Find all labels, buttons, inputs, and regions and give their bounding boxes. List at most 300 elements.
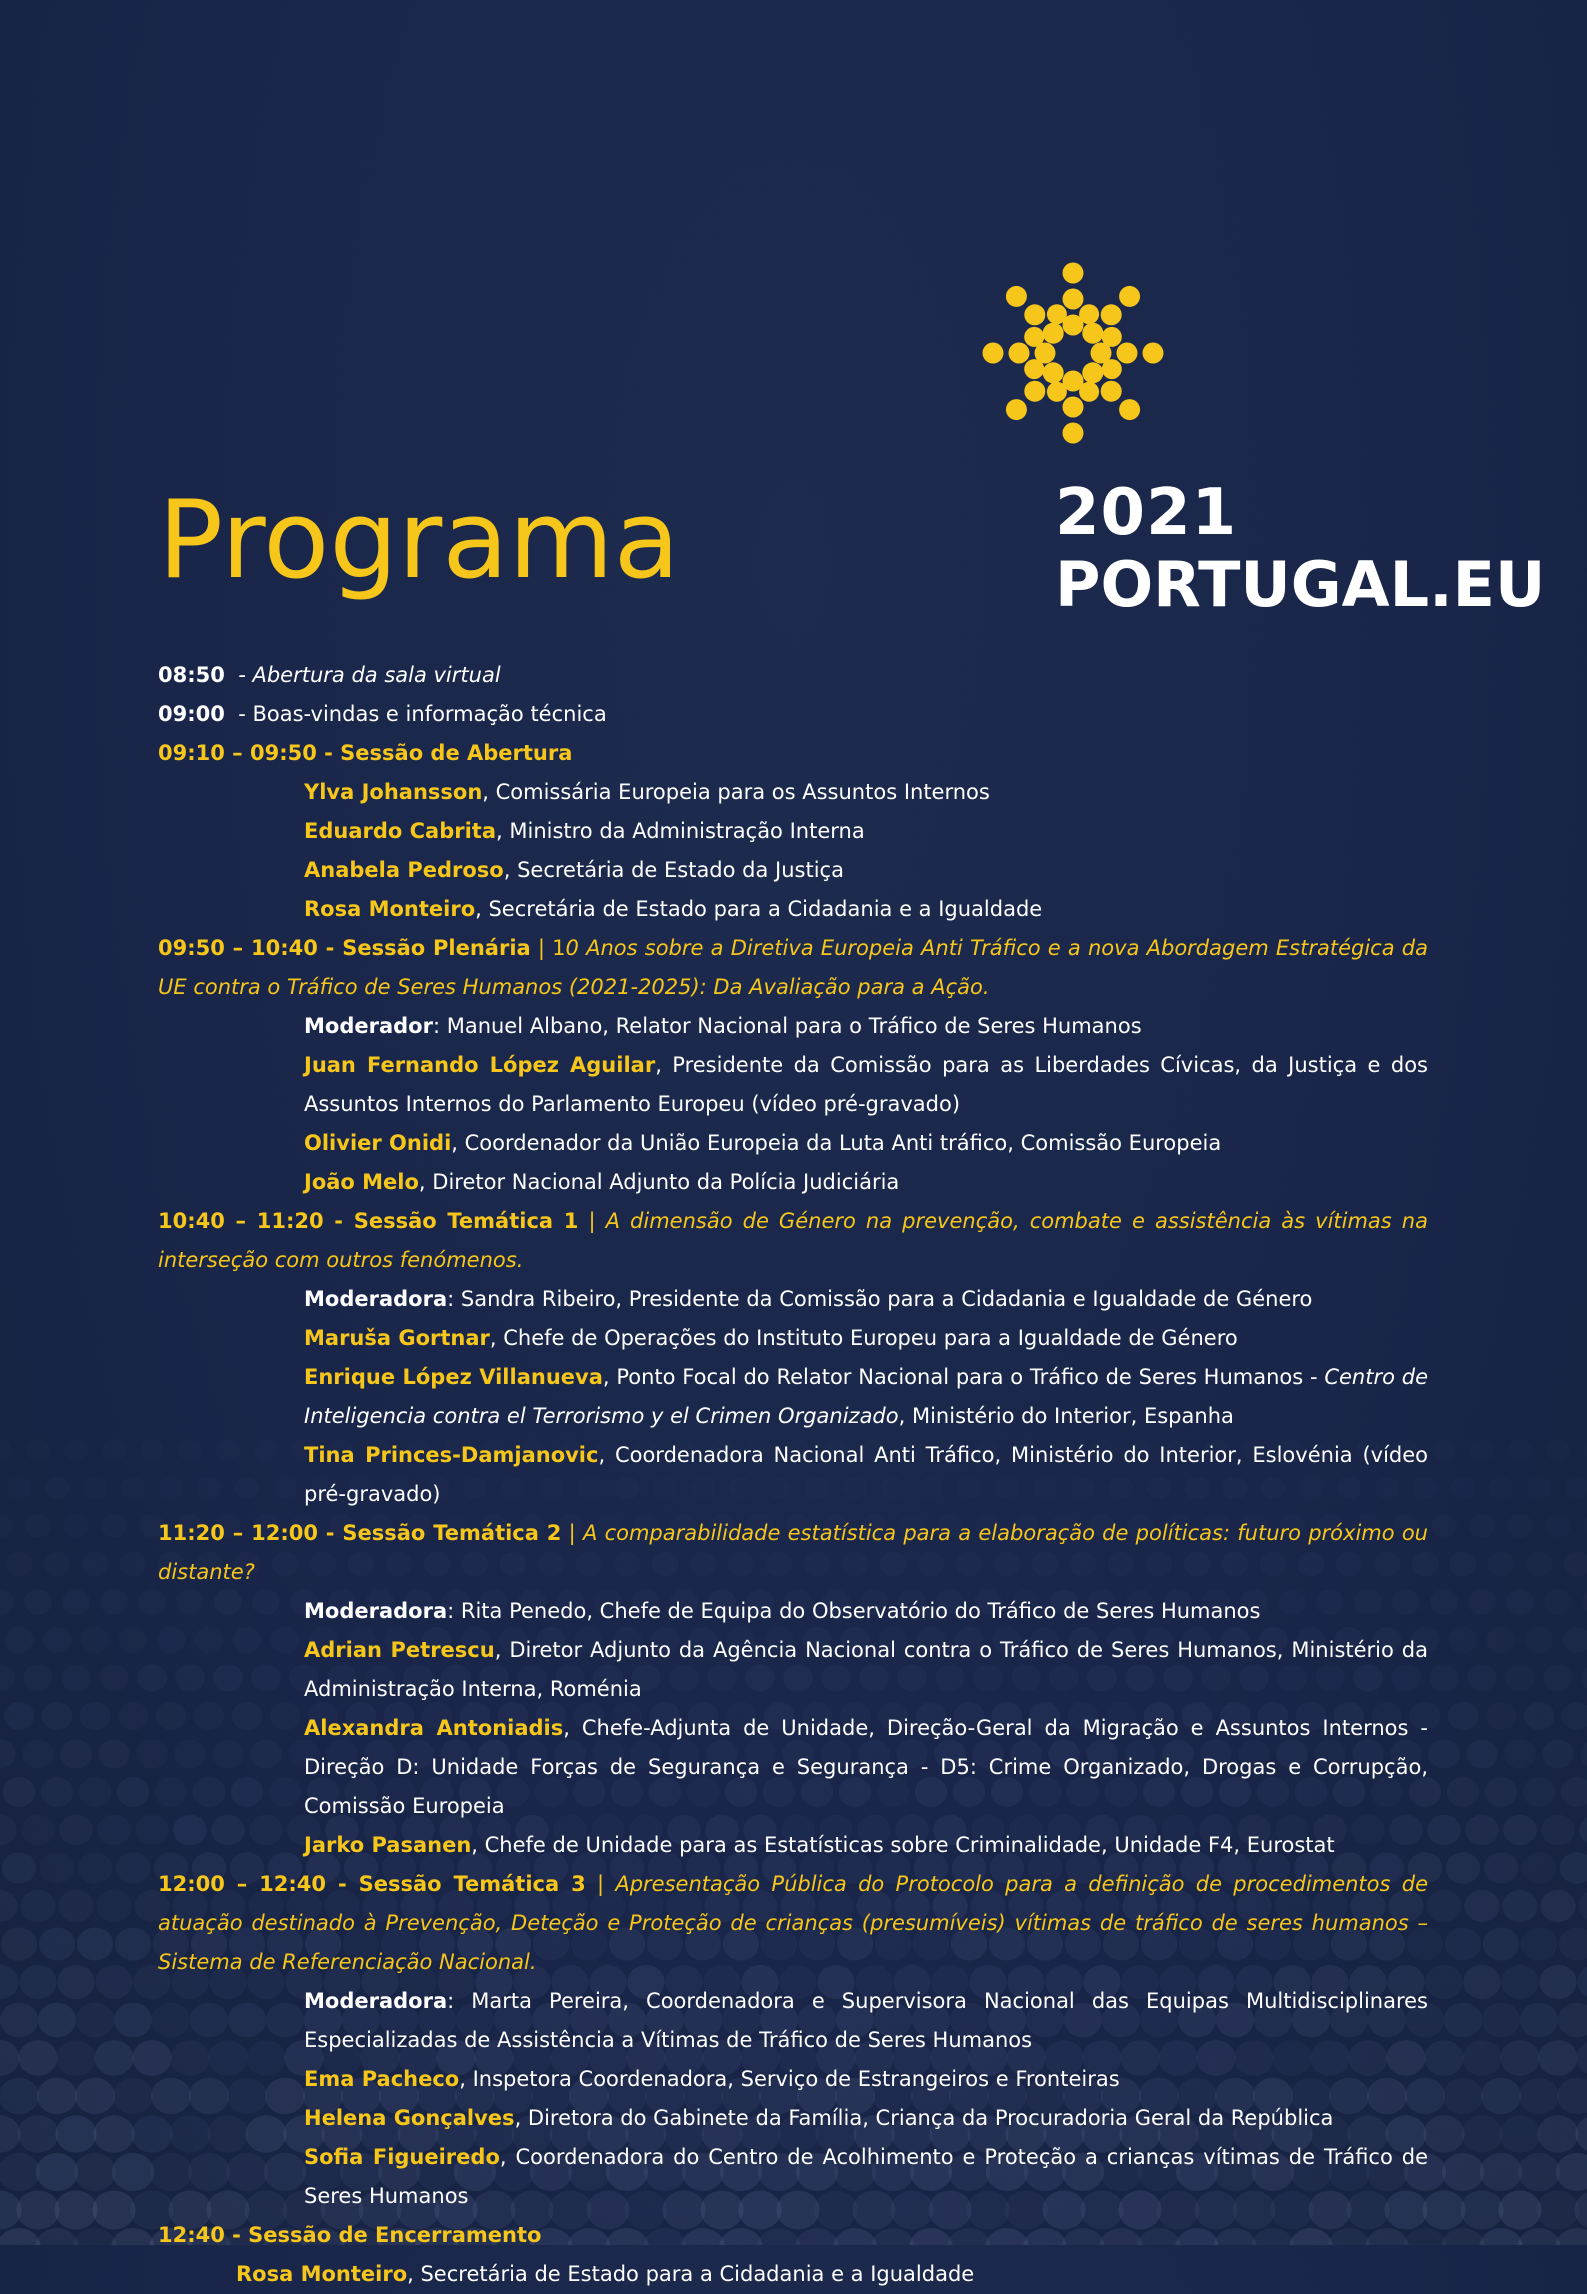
- speaker-name: Ema Pacheco: [304, 2067, 459, 2091]
- speaker-name: Alexandra Antoniadis: [304, 1716, 563, 1740]
- background-dot: [100, 1589, 128, 1614]
- background-dot: [98, 1740, 130, 1769]
- background-dot: [1523, 1777, 1556, 1807]
- background-dot: [25, 1514, 51, 1538]
- background-dot: [63, 1514, 89, 1538]
- background-dot: [1487, 1627, 1516, 1653]
- speaker: [158, 1436, 1428, 1514]
- background-dot: [5, 1627, 34, 1653]
- background-dot: [19, 1965, 56, 1999]
- background-dot: [1431, 1514, 1457, 1538]
- speaker-name: Enrique López Villanueva: [304, 1365, 603, 1389]
- logo-dot: [1024, 304, 1045, 325]
- background-dot: [24, 1589, 52, 1614]
- background-dot: [1541, 1815, 1575, 1846]
- background-dot: [1461, 2190, 1504, 2229]
- background-dot: [22, 1740, 54, 1769]
- speaker-role: , Coordenadora do Centro de Acolhimento e Proteção a crianças vítimas de Tráfico de Seres Humanos: [304, 2145, 1428, 2208]
- background-dot: [82, 1552, 109, 1577]
- page-title: Programa: [158, 476, 680, 606]
- background-dot: [1576, 2040, 1587, 2076]
- background-dot: [1518, 2153, 1560, 2191]
- logo-dot: [1117, 343, 1138, 364]
- background-dot: [1505, 1664, 1535, 1691]
- background-dot: [73, 2228, 117, 2245]
- background-dot: [0, 2003, 38, 2038]
- background-dot: [1519, 2078, 1559, 2115]
- background-dot: [99, 1664, 129, 1691]
- speaker-role: , Diretor Adjunto da Agência Nacional contra o Tráfico de Seres Humanos, Ministério da Administração Interna, Roménia: [304, 1638, 1428, 1701]
- background-dot: [0, 2228, 41, 2245]
- background-dot: [1485, 1777, 1518, 1807]
- background-dot: [1424, 2040, 1463, 2076]
- speaker-name: Maruša Gortnar: [304, 1326, 490, 1350]
- background-dot: [101, 1514, 127, 1538]
- background-dot: [1425, 1965, 1462, 1999]
- background-dot: [1527, 1477, 1552, 1500]
- speaker: [158, 812, 1428, 851]
- background-dot: [1461, 2115, 1502, 2152]
- background-dot: [26, 1439, 50, 1461]
- logo-dot: [983, 343, 1004, 364]
- background-dot: [1429, 1664, 1459, 1691]
- background-dot: [93, 2115, 134, 2152]
- background-dot: [38, 2003, 76, 2038]
- background-dot: [18, 2040, 57, 2076]
- background-dot: [0, 1740, 16, 1769]
- background-dot: [1522, 1852, 1556, 1883]
- background-dot: [62, 1589, 90, 1614]
- logo-dot: [1024, 359, 1044, 379]
- background-dot: [95, 1965, 132, 1999]
- background-dot: [0, 1589, 14, 1614]
- program-item-welcome: [158, 695, 1428, 734]
- speaker: [158, 851, 1428, 890]
- background-dot: [1501, 1965, 1538, 1999]
- background-dot: [1521, 1927, 1557, 1960]
- speaker: [158, 1631, 1428, 1709]
- session-time-title: 09:50 – 10:40 - Sessão Plenária: [158, 936, 531, 960]
- background-dot: [0, 1965, 19, 1999]
- speaker-role: , Coordenadora Nacional Anti Tráfico, Ministério do Interior, Eslovénia (vídeo pré-gravado): [304, 1443, 1428, 1506]
- logo-dot: [1082, 323, 1103, 344]
- logo-dot: [1043, 362, 1064, 383]
- background-dot: [41, 1777, 74, 1807]
- background-dot: [1426, 1890, 1461, 1922]
- background-dot: [81, 1627, 110, 1653]
- background-dot: [1444, 2003, 1482, 2038]
- background-dot: [77, 1927, 113, 1960]
- speaker-role: , Chefe de Operações do Instituto Europeu para a Igualdade de Género: [490, 1326, 1238, 1350]
- speaker-role: , Secretária de Estado para a Cidadania e a Igualdade: [407, 2262, 974, 2286]
- background-dot: [1579, 1815, 1587, 1846]
- speaker-name: Rosa Monteiro: [304, 897, 475, 921]
- background-dot: [75, 2078, 115, 2115]
- logo-dot: [1079, 382, 1099, 402]
- logo-dot: [1063, 289, 1084, 310]
- item-text: - Boas-vindas e informação técnica: [238, 702, 606, 726]
- background-dot: [1446, 1852, 1480, 1883]
- speaker: [158, 2138, 1428, 2216]
- speaker: [158, 1826, 1428, 1865]
- speaker-name: Adrian Petrescu: [304, 1638, 495, 1662]
- speaker-role: , Presidente da Comissão para as Liberdades Cívicas, da Justiça e dos Assuntos Internos do Parlamento Europeu (vídeo pré-gravado): [304, 1053, 1428, 1116]
- background-dot: [55, 2115, 96, 2152]
- background-dot: [1561, 1777, 1587, 1807]
- background-dot: [1540, 1890, 1575, 1922]
- background-dot: [58, 1890, 93, 1922]
- logo-dot: [1024, 327, 1044, 347]
- background-dot: [1482, 2003, 1520, 2038]
- logo-dot: [1101, 304, 1122, 325]
- session-heading-thematic-3: [158, 1865, 1428, 1982]
- logo-year: 2021: [1055, 478, 1237, 548]
- background-dot: [1557, 2078, 1587, 2115]
- moderator: [158, 1982, 1428, 2060]
- background-dot: [1465, 1815, 1499, 1846]
- moderator-label: Moderadora: [304, 1989, 447, 2013]
- separator: |: [578, 1209, 605, 1233]
- background-dot: [1526, 1552, 1553, 1577]
- speaker: [158, 1124, 1428, 1163]
- separator: |: [531, 936, 552, 960]
- logo-dot: [1063, 263, 1084, 284]
- background-dot: [1577, 1965, 1587, 1999]
- speaker-role: , Secretária de Estado para a Cidadania e a Igualdade: [475, 897, 1042, 921]
- background-dot: [117, 1777, 150, 1807]
- moderator: [158, 1007, 1428, 1046]
- logo-dot: [1024, 381, 1045, 402]
- background-dot: [1427, 1815, 1461, 1846]
- background-dot: [1545, 1514, 1571, 1538]
- background-dot: [111, 2228, 155, 2245]
- background-dot: [102, 1439, 126, 1461]
- speaker-role: , Ponto Focal do Relator Nacional para o Tráfico de Seres Humanos -: [603, 1365, 1324, 1389]
- background-dot: [1481, 2078, 1521, 2115]
- background-dot: [1428, 1740, 1460, 1769]
- background-dot: [59, 1815, 93, 1846]
- logo-dot: [1102, 327, 1122, 347]
- program-list: [158, 656, 1428, 2294]
- background-dot: [97, 1815, 131, 1846]
- logo-dot: [1006, 399, 1027, 420]
- moderator-label: Moderadora: [304, 1599, 447, 1623]
- logo-dot: [1119, 286, 1140, 307]
- background-dot: [80, 1702, 111, 1730]
- session-topic: A dimensão de Género na prevenção, combate e assistência às vítimas na interseção com outros fenómenos.: [158, 1209, 1428, 1272]
- background-dot: [17, 2115, 58, 2152]
- background-dot: [1538, 2040, 1577, 2076]
- background-dot: [1468, 1589, 1496, 1614]
- speaker: [158, 1163, 1428, 1202]
- background-dot: [1565, 1477, 1587, 1500]
- background-dot: [1575, 2190, 1587, 2229]
- background-dot: [1467, 1664, 1497, 1691]
- background-dot: [1464, 1890, 1499, 1922]
- background-dot: [36, 2153, 78, 2191]
- background-dot: [76, 2003, 114, 2038]
- background-dot: [1559, 1927, 1587, 1960]
- background-dot: [45, 1477, 70, 1500]
- session-heading-thematic-2: [158, 1514, 1428, 1592]
- background-dot: [1463, 1965, 1500, 1999]
- speaker-name: Eduardo Cabrita: [304, 819, 496, 843]
- background-dot: [1441, 2228, 1485, 2245]
- session-heading: 09:10 – 09:50 - Sessão de Abertura: [158, 734, 1428, 773]
- speaker-role: , Diretor Nacional Adjunto da Polícia Judiciária: [419, 1170, 899, 1194]
- star-burst-icon: [950, 245, 1200, 465]
- background-dot: [44, 1552, 71, 1577]
- session-time-title: 12:00 – 12:40 - Sessão Temática 3: [158, 1872, 586, 1896]
- speaker: [158, 2255, 1428, 2294]
- background-dot: [0, 1439, 12, 1461]
- speaker-name: Rosa Monteiro: [236, 2262, 407, 2286]
- background-dot: [1466, 1740, 1498, 1769]
- background-dot: [1556, 2153, 1587, 2191]
- logo-dot: [1009, 343, 1030, 364]
- background-dot: [118, 1702, 149, 1730]
- logo-dot: [1143, 343, 1164, 364]
- background-dot: [3, 1777, 36, 1807]
- background-dot: [0, 1815, 17, 1846]
- background-dot: [1539, 1965, 1576, 1999]
- time: 09:00: [158, 702, 225, 726]
- program-item-opening-room: [158, 656, 1428, 695]
- moderator-text: : Manuel Albano, Relator Nacional para o Tráfico de Seres Humanos: [433, 1014, 1142, 1038]
- background-dot: [114, 2003, 152, 2038]
- background-dot: [115, 1927, 151, 1960]
- background-dot: [20, 1890, 55, 1922]
- background-dot: [55, 2190, 98, 2229]
- background-dot: [1546, 1439, 1570, 1461]
- background-dot: [1423, 2115, 1464, 2152]
- background-dot: [0, 1514, 13, 1538]
- speaker-name: Jarko Pasanen: [304, 1833, 471, 1857]
- logo-dot: [1101, 381, 1122, 402]
- speaker-role: , Ministro da Administração Interna: [496, 819, 865, 843]
- background-dot: [64, 1439, 88, 1461]
- session-time-title: 10:40 – 11:20 - Sessão Temática 1: [158, 1209, 578, 1233]
- background-dot: [1504, 1740, 1536, 1769]
- background-dot: [1542, 1740, 1574, 1769]
- background-dot: [1430, 1589, 1458, 1614]
- moderator-text: : Sandra Ribeiro, Presidente da Comissão para a Cidadania e Igualdade de Género: [447, 1287, 1312, 1311]
- background-dot: [1581, 1664, 1587, 1691]
- background-dot: [1560, 1852, 1587, 1883]
- background-dot: [1462, 2040, 1501, 2076]
- background-dot: [1508, 1439, 1532, 1461]
- logo-dot: [1047, 304, 1067, 324]
- background-dot: [17, 2190, 60, 2229]
- background-dot: [1580, 1740, 1587, 1769]
- background-dot: [1524, 1702, 1555, 1730]
- session-topic: 0 Anos sobre a Diretiva Europeia Anti Tráfico e a nova Abordagem Estratégica da UE contra o Tráfico de Seres Humanos (2021-2025): Da Avaliação para a Ação.: [158, 936, 1428, 999]
- speaker-name: Ylva Johansson: [304, 780, 482, 804]
- background-dot: [1507, 1514, 1533, 1538]
- background-dot: [1479, 2228, 1523, 2245]
- background-dot: [2, 1852, 36, 1883]
- background-dot: [43, 1627, 72, 1653]
- background-dot: [1448, 1702, 1479, 1730]
- speaker-role: , Secretária de Estado da Justiça: [504, 858, 844, 882]
- speaker-name: Tina Princes-Damjanovic: [304, 1443, 598, 1467]
- background-dot: [21, 1815, 55, 1846]
- session-time-title: 11:20 – 12:00 - Sessão Temática 2: [158, 1521, 561, 1545]
- background-dot: [1447, 1777, 1480, 1807]
- background-dot: [1525, 1627, 1554, 1653]
- speaker-role: , Diretora do Gabinete da Família, Criança da Procuradoria Geral da República: [515, 2106, 1334, 2130]
- background-dot: [112, 2153, 154, 2191]
- speaker-role-end: , Ministério do Interior, Espanha: [899, 1404, 1234, 1428]
- background-dot: [1445, 1927, 1481, 1960]
- logo-dot: [1119, 399, 1140, 420]
- background-dot: [0, 2153, 40, 2191]
- background-dot: [1450, 1552, 1477, 1577]
- background-dot: [1488, 1552, 1515, 1577]
- moderator-text: : Rita Penedo, Chefe de Equipa do Observatório do Tráfico de Seres Humanos: [447, 1599, 1260, 1623]
- background-dot: [1489, 1477, 1514, 1500]
- background-dot: [0, 2040, 20, 2076]
- background-dot: [1544, 1589, 1572, 1614]
- background-dot: [61, 1664, 91, 1691]
- background-dot: [94, 2040, 133, 2076]
- logo-dot: [1047, 382, 1067, 402]
- moderator-text: : Marta Pereira, Coordenadora e Supervisora Nacional das Equipas Multidisciplinares Especializadas de Assistência a Vítimas de Tráfico de Seres Humanos: [304, 1989, 1428, 2052]
- speaker-role: , Coordenador da União Europeia da Luta Anti tráfico, Comissão Europeia: [451, 1131, 1221, 1155]
- background-dot: [1537, 2190, 1580, 2229]
- background-dot: [1449, 1627, 1478, 1653]
- moderator: [158, 1280, 1428, 1319]
- background-dot: [7, 1477, 32, 1500]
- background-dot: [0, 1890, 18, 1922]
- logo-dot: [1006, 286, 1027, 307]
- background-dot: [42, 1702, 73, 1730]
- background-dot: [1583, 1514, 1587, 1538]
- session-heading-closing: 12:40 - Sessão de Encerramento: [158, 2216, 1428, 2255]
- background-dot: [1564, 1552, 1587, 1577]
- background-dot: [83, 1477, 108, 1500]
- speaker-role: , Inspetora Coordenadora, Serviço de Estrangeiros e Fronteiras: [459, 2067, 1119, 2091]
- moderator-label: Moderadora: [304, 1287, 447, 1311]
- background-dot: [0, 2078, 39, 2115]
- background-dot: [1451, 1477, 1476, 1500]
- speaker: [158, 1319, 1428, 1358]
- speaker: [158, 890, 1428, 929]
- background-dot: [1502, 1890, 1537, 1922]
- background-dot: [1486, 1702, 1517, 1730]
- background-dot: [1555, 2228, 1587, 2245]
- background-dot: [1432, 1439, 1456, 1461]
- item-text: - Abertura da sala virtual: [238, 663, 500, 687]
- background-dot: [1484, 1852, 1518, 1883]
- logo-dot: [1043, 323, 1064, 344]
- background-dot: [57, 1965, 94, 1999]
- background-dot: [1499, 2190, 1542, 2229]
- background-dot: [1, 1927, 37, 1960]
- speaker: [158, 2099, 1428, 2138]
- background-dot: [6, 1552, 33, 1577]
- speaker: [158, 1709, 1428, 1826]
- background-dot: [1575, 2115, 1587, 2152]
- background-dot: [1506, 1589, 1534, 1614]
- background-dot: [1442, 2153, 1484, 2191]
- background-dot: [1480, 2153, 1522, 2191]
- background-dot: [0, 1664, 15, 1691]
- logo-dot: [1079, 304, 1099, 324]
- background-dot: [119, 1627, 148, 1653]
- session-topic: Apresentação Pública do Protocolo para a definição de procedimentos de atuação destinado à Prevenção, Deteção e Proteção de crianças (presumíveis) vítimas de tráfico de seres humanos – Sistema de Referenciação Nacional.: [158, 1872, 1428, 1974]
- background-dot: [1537, 2115, 1578, 2152]
- speaker-role: , Chefe de Unidade para as Estatísticas sobre Criminalidade, Unidade F4, Eurostat: [471, 1833, 1334, 1857]
- speaker: [158, 1046, 1428, 1124]
- speaker-name: Anabela Pedroso: [304, 858, 504, 882]
- speaker-name: João Melo: [304, 1170, 419, 1194]
- speaker-role: , Chefe-Adjunta de Unidade, Direção-Geral da Migração e Assuntos Internos - Direção D: Unidade Forças de Segurança e Segurança - D5: Crime Organizado, Drogas e Corrupção, Comissão Europeia: [304, 1716, 1428, 1818]
- separator: |: [561, 1521, 583, 1545]
- logo-dot: [1063, 423, 1084, 444]
- speaker-name: Sofia Figueiredo: [304, 2145, 500, 2169]
- logo-dot: [1082, 362, 1103, 383]
- background-dot: [4, 1702, 35, 1730]
- background-dot: [1520, 2003, 1558, 2038]
- background-dot: [96, 1890, 131, 1922]
- background-dot: [1443, 2078, 1483, 2115]
- background-dot: [1499, 2115, 1540, 2152]
- logo-name: PORTUGAL.EU: [1055, 550, 1545, 620]
- session-topic: A comparabilidade estatística para a elaboração de políticas: futuro próximo ou distante?: [158, 1521, 1428, 1584]
- background-dot: [1563, 1627, 1587, 1653]
- background-dot: [78, 1852, 112, 1883]
- background-dot: [35, 2228, 79, 2245]
- logo-dot: [1102, 359, 1122, 379]
- speaker-name: Helena Gonçalves: [304, 2106, 515, 2130]
- background-dot: [120, 1552, 147, 1577]
- background-dot: [1517, 2228, 1561, 2245]
- moderator: [158, 1592, 1428, 1631]
- session-heading-thematic-1: [158, 1202, 1428, 1280]
- background-dot: [1558, 2003, 1587, 2038]
- logo-dot: [1063, 397, 1084, 418]
- background-dot: [79, 1777, 112, 1807]
- background-dot: [1483, 1927, 1519, 1960]
- speaker: [158, 773, 1428, 812]
- background-dot: [116, 1852, 150, 1883]
- session-heading-plenary: [158, 929, 1428, 1007]
- moderator-label: Moderador: [304, 1014, 433, 1038]
- time: 08:50: [158, 663, 225, 687]
- background-dot: [40, 1852, 74, 1883]
- background-dot: [121, 1477, 146, 1500]
- speaker-role: , Comissária Europeia para os Assuntos Internos: [482, 780, 990, 804]
- session-topic-prefix: 1: [552, 936, 565, 960]
- speaker-name: Juan Fernando López Aguilar: [304, 1053, 655, 1077]
- speaker: [158, 1358, 1428, 1436]
- speaker: [158, 2060, 1428, 2099]
- background-dot: [60, 1740, 92, 1769]
- background-dot: [23, 1664, 53, 1691]
- background-dot: [1423, 2190, 1466, 2229]
- background-dot: [56, 2040, 95, 2076]
- background-dot: [113, 2078, 153, 2115]
- background-dot: [1500, 2040, 1539, 2076]
- speaker-org: Centro de Inteligencia contra el Terrorismo y el Crimen Organizado: [304, 1365, 1428, 1428]
- separator: |: [586, 1872, 616, 1896]
- background-dot: [39, 1927, 75, 1960]
- background-dot: [1543, 1664, 1573, 1691]
- background-dot: [1503, 1815, 1537, 1846]
- background-dot: [1582, 1589, 1587, 1614]
- speaker-name: Olivier Onidi: [304, 1131, 451, 1155]
